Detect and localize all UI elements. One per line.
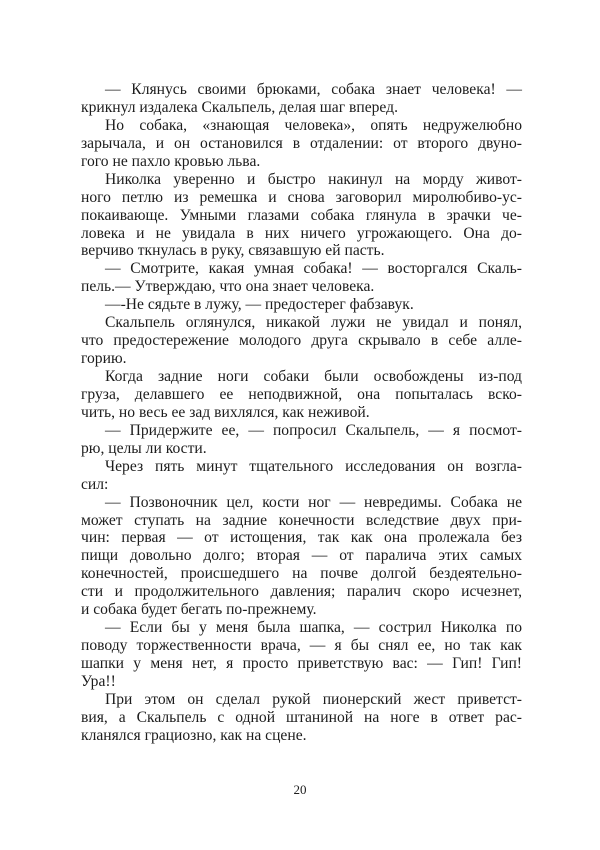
text-line: Когда задние ноги собаки были освобождены из-под	[105, 368, 522, 385]
text-line: верчиво ткнулась в руку, связавшую ей пасть.	[81, 242, 385, 260]
text-line: сил:	[81, 475, 109, 493]
text-line: чить, но весь ее зад вихлялся, как неживой.	[81, 403, 370, 421]
text-line: может ступать на задние конечности вследствие двух при-	[81, 511, 522, 529]
text-line: — Если бы у меня была шапка, — сострил Николка по	[105, 619, 522, 637]
text-line: конечностей, происшедшего на почве долгой бездеятельно-	[81, 565, 522, 583]
page-number: 20	[293, 782, 307, 797]
text-line: — Смотрите, какая умная собака! — восторгался Скаль-	[105, 260, 522, 278]
text-line: Ура!!	[81, 672, 116, 690]
text-line: крикнул издалека Скальпель, делая шаг вперед.	[81, 98, 398, 116]
text-line: — Позвоночник цел, кости ног — невредимы. Собака не	[105, 493, 522, 511]
text-line: — Клянусь своими брюками, собака знает человека! —	[105, 81, 522, 98]
text-line: пель.— Утверждаю, что она знает человека.	[81, 278, 375, 296]
text-line: ного петлю из ремешка и снова заговорил миролюбиво-ус-	[81, 188, 522, 206]
text-line: пищи довольно долго; вторая — от паралича этих самых	[81, 547, 522, 565]
text-line: — Придержите ее, — попросил Скальпель, — я посмот-	[105, 421, 522, 439]
text-line: зарычала, и он остановился в отдалении: от второго двуно-	[81, 134, 522, 152]
page-body	[81, 81, 522, 745]
text-line: сти и продолжительного давления; паралич скоро исчезнет,	[81, 583, 522, 601]
text-line: и собака будет бегать по-прежнему.	[81, 601, 317, 619]
text-line: Но собака, «знающая человека», опять недружелюбно	[105, 116, 522, 134]
text-line: рю, целы ли кости.	[81, 439, 207, 457]
text-line: кланялся грациозно, как на сцене.	[81, 726, 307, 744]
text-line: что предостережение молодого друга скрывало в себе алле-	[81, 332, 522, 350]
text-line: шапки у меня нет, я просто приветствую вас: — Гип! Гип!	[81, 655, 522, 672]
text-line: гого не пахло кровью льва.	[81, 152, 261, 170]
text-line: При этом он сделал рукой пионерский жест приветст-	[105, 690, 522, 708]
text-line: Николка уверенно и быстро накинул на морду живот-	[105, 170, 522, 188]
text-line: горию.	[81, 350, 127, 368]
text-line: вия, а Скальпель с одной штаниной на ноге в ответ рас-	[81, 708, 522, 726]
text-line: покаивающе. Умными глазами собака глянула в зрачки че-	[81, 206, 522, 224]
text-line: груза, делавшего ее неподвижной, она попыталась вско-	[81, 385, 522, 403]
text-line: поводу торжественности врача, — я бы снял ее, но так как	[81, 637, 522, 655]
text-line: Скальпель оглянулся, никакой лужи не увидал и понял,	[105, 314, 522, 332]
text-line: Через пять минут тщательного исследования он возгла-	[105, 457, 522, 475]
text-line: ловека и не увидала в них ничего угрожающего. Она до-	[81, 224, 522, 242]
text-line: чин: первая — от истощения, так как она пролежала без	[81, 529, 522, 547]
text-line: —-Не сядьте в лужу, — предостерег фабзавук.	[105, 296, 414, 314]
